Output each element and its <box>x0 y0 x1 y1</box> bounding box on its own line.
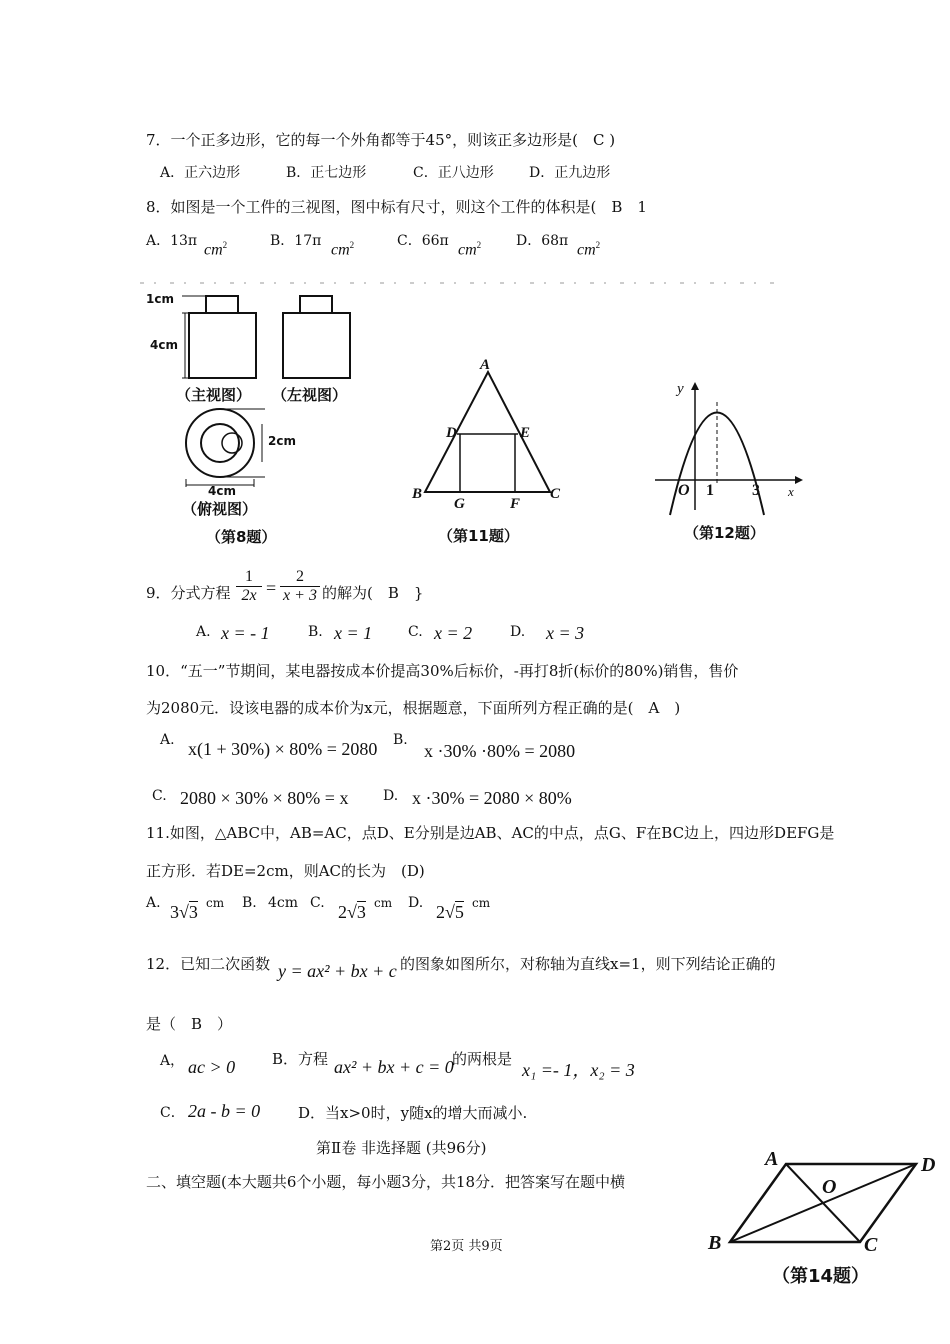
fig8-top-view <box>180 405 290 495</box>
q9-equals: = <box>266 578 277 598</box>
q12-option-b-tail: 的两根是 <box>452 1050 513 1068</box>
q8-unit-d: $cm^2$ <box>577 240 601 259</box>
q11-option-a-label: A. <box>146 895 161 911</box>
fig12-caption: （第12题） <box>684 524 765 542</box>
q9-option-c-label: C. <box>408 624 423 640</box>
q8-option-d: D．68π <box>516 233 569 249</box>
q8-stem: 8．如图是一个工件的三视图，图中标有尺寸，则这个工件的体积是( B 1 <box>146 198 647 216</box>
q10-option-a-label: A. <box>160 732 175 748</box>
q12-option-c-expr: 2a - b = 0 <box>188 1101 261 1121</box>
q8-option-a: A．13π <box>146 233 198 249</box>
scan-artifact-line <box>140 280 780 286</box>
q8-unit-c: $cm^2$ <box>458 240 482 259</box>
fig12-label-y: y <box>677 381 684 397</box>
fig11-label-c: C <box>550 486 561 502</box>
q11-line-1: 11.如图，△ABC中，AB=AC，点D、E分别是边AB、AC的中点，点G、F在BC边上，四边形DEFG是 <box>146 824 835 842</box>
q11-option-c-label: C. <box>310 895 325 911</box>
fig8-caption: （第8题） <box>206 528 277 546</box>
q12-option-b-label: B．方程 <box>272 1050 329 1068</box>
q9-prefix: 9．分式方程 <box>146 584 231 602</box>
q12-line-2: 是（ B ） <box>146 1015 233 1033</box>
fig8-dim-4cm-vertical: 4cm <box>150 338 178 352</box>
left-view-body <box>283 313 350 378</box>
q11-option-b-text: 4cm <box>268 895 299 911</box>
fig14-label-o: O <box>822 1176 837 1198</box>
q9-option-d-expr: x = 3 <box>546 623 585 643</box>
q12-option-d-text: D．当x>0时，y随x的增大而减小. <box>298 1104 528 1122</box>
q8-option-c: C．66π <box>397 233 449 249</box>
q12-option-b-expr: ax² + bx + c = 0 <box>334 1057 454 1077</box>
fig8-top-view-label: （俯视图） <box>182 500 258 518</box>
fig12-parabola <box>650 380 810 520</box>
q9-fraction-2: $\frac{2}{x + 3}$ <box>280 568 320 605</box>
fig14-label-b: B <box>708 1232 722 1254</box>
q9-option-d-label: D. <box>510 624 526 640</box>
fig12-label-3: 3 <box>752 482 760 499</box>
q12-prefix: 12．已知二次函数 <box>146 955 271 973</box>
front-view-top-block <box>206 296 238 313</box>
q10-option-b-label: B. <box>393 732 408 748</box>
q12-suffix: 的图象如图所尔，对称轴为直线x=1，则下列结论正确的 <box>400 955 776 973</box>
fig11-label-g: G <box>454 496 465 512</box>
q9-suffix: 的解为( B } <box>322 584 424 602</box>
fig11-label-f: F <box>510 496 521 512</box>
q12-option-b-roots: x₁ =- 1，x₂ = 3 <box>522 1060 635 1080</box>
q9-fraction-1: $\frac{1}{2x}$ <box>236 568 262 605</box>
q10-option-d-label: D. <box>383 788 399 804</box>
q12-option-a-expr: ac > 0 <box>188 1057 236 1077</box>
q7-option-d: D．正九边形 <box>529 165 611 181</box>
fig11-label-d: D <box>446 425 457 441</box>
fig14-parallelogram <box>720 1150 930 1250</box>
q12-function: y = ax² + bx + c <box>278 961 397 981</box>
part2-section-heading: 二、填空题(本大题共6个小题，每小题3分，共18分．把答案写在题中横 <box>146 1173 626 1191</box>
page-footer: 第2页 共9页 <box>430 1239 503 1254</box>
q9-option-a-label: A. <box>196 624 211 640</box>
fig14-label-d: D <box>921 1154 936 1176</box>
fig8-front-view-label: （主视图） <box>176 386 252 404</box>
fig12-label-origin: O <box>678 482 690 499</box>
q8-unit-b: $cm^2$ <box>331 240 355 259</box>
q9-option-b-label: B. <box>308 624 323 640</box>
fig11-label-e: E <box>520 425 531 441</box>
q10-option-b-expr: x ·30% ·80% = 2080 <box>424 741 576 761</box>
fig14-label-c: C <box>864 1234 878 1256</box>
fig8-left-view-label: （左视图） <box>272 386 348 404</box>
q11-option-d-unit: cm <box>472 896 491 910</box>
q11-option-a-radical: 3√3 <box>170 902 198 922</box>
part2-title: 第Ⅱ卷 非选择题 (共96分) <box>316 1139 487 1157</box>
fig11-triangle <box>410 360 570 500</box>
fig14-caption: （第14题） <box>772 1266 870 1287</box>
left-view-top-block <box>300 296 332 313</box>
q11-option-d-radical: 2√5 <box>436 902 464 922</box>
q10-option-c-label: C. <box>152 788 167 804</box>
q11-option-d-label: D. <box>408 895 424 911</box>
q12-option-a-label: A， <box>160 1053 185 1069</box>
q12-option-c-label: C． <box>160 1105 185 1121</box>
q9-option-a-expr: x = - 1 <box>221 623 270 643</box>
q8-option-b: B．17π <box>270 233 322 249</box>
q10-option-c-expr: 2080 × 30% × 80% = x <box>180 788 349 808</box>
q9-option-c-expr: x = 2 <box>434 623 473 643</box>
fig14-label-a: A <box>765 1148 779 1170</box>
q7-option-b: B．正七边形 <box>286 165 367 181</box>
q11-line-2: 正方形．若DE=2cm，则AC的长为 (D) <box>146 862 425 880</box>
q10-line-2: 为2080元．设该电器的成本价为x元，根据题意，下面所列方程正确的是( A ) <box>146 699 681 717</box>
front-view-body <box>189 313 256 378</box>
fig8-dim-4cm-horizontal: 4cm <box>208 484 236 498</box>
q11-option-a-unit: cm <box>206 896 225 910</box>
q10-line-1: 10．“五一”节期间，某电器按成本价提高30%后标价，-再打8折(标价的80%)销售，售价 <box>146 662 739 680</box>
q7-option-c: C．正八边形 <box>413 165 494 181</box>
q7-stem: 7．一个正多边形，它的每一个外角都等于45°，则该正多边形是( C ) <box>146 131 616 149</box>
fig11-label-a: A <box>480 357 491 373</box>
q10-option-d-expr: x ·30% = 2080 × 80% <box>412 788 572 808</box>
fig8-dim-2cm: 2cm <box>268 434 296 448</box>
fig8-dim-1cm: 1cm <box>146 292 174 306</box>
q11-option-c-unit: cm <box>374 896 393 910</box>
fig12-label-x: x <box>788 484 794 499</box>
fig11-label-b: B <box>412 486 423 502</box>
q8-unit-a: $cm^2$ <box>204 240 228 259</box>
q10-option-a-expr: x(1 + 30%) × 80% = 2080 <box>188 739 378 759</box>
fig11-caption: （第11题） <box>438 527 519 545</box>
q7-option-a: A．正六边形 <box>160 165 241 181</box>
q11-option-c-radical: 2√3 <box>338 902 366 922</box>
q9-option-b-expr: x = 1 <box>334 623 373 643</box>
q11-option-b-label: B. <box>242 895 257 911</box>
fig12-label-1: 1 <box>706 482 714 499</box>
